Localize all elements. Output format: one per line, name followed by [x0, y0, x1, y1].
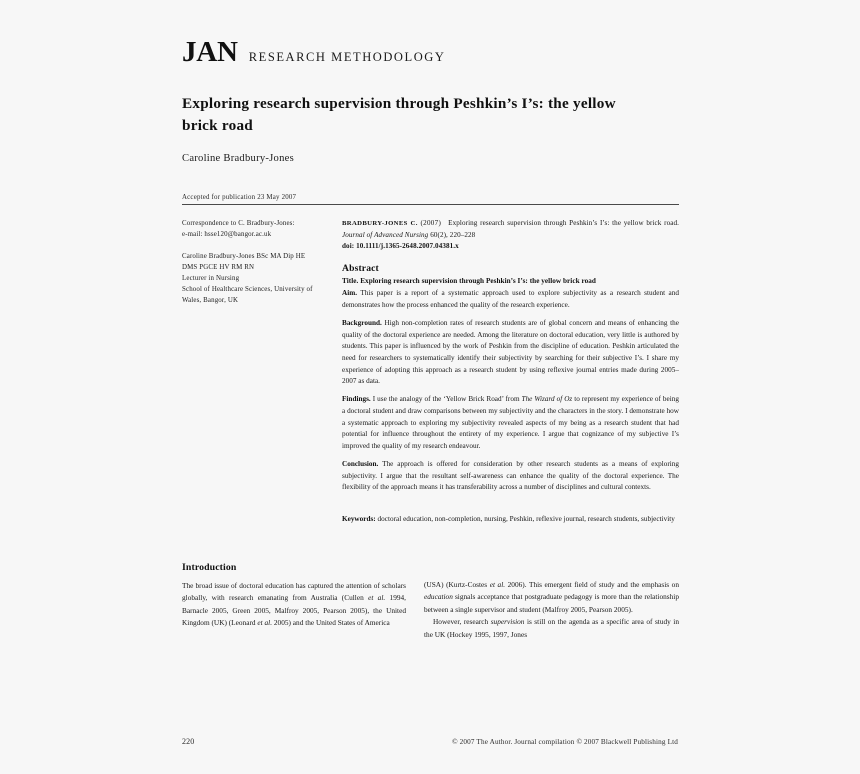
abstract-heading: Abstract — [342, 263, 379, 275]
correspondence-block — [182, 218, 334, 240]
abstract-findings-text-b: to represent my experience of being a doctoral student and draw comparisons between my subjectivity and the characters in the story. I demonstrate how a systematic approach to exploring my subjectivity revealed aspects of my being as a research student that had potential for influence throughout the entirety of my experience. I argue that cognizance of my subjective I’s improved the quality of my research endeavour. — [342, 395, 679, 451]
two-column-body — [182, 218, 679, 526]
abstract-conclusion-label: Conclusion. — [342, 459, 379, 468]
author-details-block — [182, 251, 334, 307]
citation-authors: BRADBURY-JONES C. — [342, 220, 418, 228]
introduction-heading: Introduction — [182, 561, 237, 573]
intro-right-etal-1: et al. — [489, 579, 506, 589]
abstract-section-conclusion — [342, 459, 679, 494]
introduction-section — [182, 562, 679, 642]
correspondence-line-1: Correspondence to C. Bradbury-Jones: — [182, 220, 295, 228]
intro-left-etal-1: et al. — [368, 593, 386, 603]
abstract-aim-text: This paper is a report of a systematic approach used to explore subjectivity as a research student and demonstrates how the process enhanced the quality of the research experience. — [342, 289, 679, 310]
abstract-findings-text-a: I use the analogy of the ‘Yellow Brick Road’ from — [372, 395, 522, 404]
article-byline: Caroline Bradbury-Jones — [182, 153, 294, 165]
page-number: 220 — [182, 737, 195, 746]
author-affiliation-line-2: Wales, Bangor, UK — [182, 297, 239, 305]
abstract-findings-label: Findings. — [342, 395, 371, 404]
abstract-section-findings — [342, 394, 679, 453]
intro-left-text-2: 1994, Barnacle 2005, Green 2005, Malfroy 2005, Pearson 2005), the United Kingdom (UK) (Leonard — [182, 593, 407, 628]
introduction-left-column — [182, 562, 424, 642]
intro-right2-text-2: is still on the agenda as a specific area of study in the UK (Hockey 1995, 1997, Jones — [424, 617, 679, 639]
citation-block — [342, 218, 679, 252]
abstract-aim-label: Aim. — [342, 289, 358, 298]
page-content — [182, 38, 679, 642]
author-affiliation-line-1: School of Healthcare Sciences, University of — [182, 286, 313, 294]
intro-right2-supervision-emphasis: supervision — [490, 617, 525, 627]
abstract-background-label: Background. — [342, 318, 382, 327]
author-position: Lecturer in Nursing — [182, 274, 240, 282]
introduction-right-column — [424, 562, 679, 642]
abstract-section-background — [342, 318, 679, 388]
abstract-findings-book-title: The Wizard of Oz — [521, 395, 573, 404]
abstract-background-text: High non-completion rates of research students are of global concern and means of enhancing the quality of the doctoral experience are needed. Among the literature on doctoral education, very little is authored by students. This paper is influenced by the work of Peshkin from the discipline of education. Peshkin articulated the need for researchers to systematically identify their subjectivity by searching for their subjective I’s. I share my experience of adopting this approach as a research student by using reflexive journal entries made during 2005–2007 as data. — [342, 318, 679, 386]
introduction-paragraph-right-1 — [424, 579, 679, 617]
correspondence-email: e-mail: hsse120@bangor.ac.uk — [182, 231, 272, 239]
page-footer — [182, 737, 678, 746]
intro-left-text-1: The broad issue of doctoral education has captured the attention of scholars globally, with research emanating from Australia (Cullen — [182, 580, 406, 603]
abstract-title-label: Title. — [342, 277, 359, 286]
header-divider — [182, 204, 679, 205]
abstract-title-text: Exploring research supervision through Peshkin’s I’s: the yellow brick road — [360, 277, 596, 286]
citation-volume-pages: 60(2), 220–228 — [430, 230, 476, 239]
intro-right-text-1: (USA) (Kurtz-Costes — [424, 579, 490, 589]
left-metadata-column — [182, 218, 342, 526]
accepted-date: Accepted for publication 23 May 2007 — [182, 194, 297, 202]
intro-left-text-3: 2005) and the United States of America — [272, 618, 390, 628]
intro-left-etal-2: et al. — [257, 618, 273, 628]
journal-logo: JAN — [182, 36, 238, 68]
intro-right2-text-1: However, research — [433, 617, 491, 627]
intro-right-education-emphasis: education — [424, 592, 453, 602]
column-top-spacer — [424, 562, 679, 579]
introduction-paragraph-left — [182, 580, 406, 630]
keywords-list: doctoral education, non-completion, nursing, Peshkin, reflexive journal, research students, subjectivity — [377, 515, 675, 524]
abstract-section-aim — [342, 288, 679, 311]
copyright-notice: © 2007 The Author. Journal compilation © 2007 Blackwell Publishing Ltd — [452, 738, 678, 746]
citation-year: (2007) — [420, 219, 442, 228]
article-title: Exploring research supervision through Peshkin’s I’s: the yellow brick road — [182, 95, 616, 134]
masthead — [182, 38, 679, 67]
intro-right-text-3: signals acceptance that postgraduate pedagogy is more than the relationship between a single supervisor and student (Malfroy 2005, Pearson 2005). — [424, 592, 679, 614]
intro-right-text-2: 2006). This emergent field of study and the emphasis on — [505, 579, 679, 589]
right-abstract-column — [342, 218, 679, 526]
citation-doi: doi: 10.1111/j.1365-2648.2007.04381.x — [342, 241, 459, 250]
citation-title: Exploring research supervision through Peshkin’s I’s: the yellow brick road. — [448, 219, 679, 228]
keywords-label: Keywords: — [342, 515, 376, 524]
citation-journal: Journal of Advanced Nursing — [342, 230, 429, 239]
abstract-conclusion-text: The approach is offered for consideration by other research students as a means of exploring subjectivity. I argue that the resultant self-awareness can enhance the quality of the doctoral experience. The flexibility of the approach means it has transferability across a number of disciplines and cultural contexts. — [342, 459, 679, 492]
author-credentials-line-2: DMS PGCE HV RM RN — [182, 263, 255, 271]
masthead-section-kicker: RESEARCH METHODOLOGY — [248, 50, 446, 64]
keywords-block — [342, 514, 679, 526]
introduction-paragraph-right-2 — [424, 616, 679, 641]
author-credentials-line-1: Caroline Bradbury-Jones BSc MA Dip HE — [182, 252, 306, 260]
abstract-title-line — [342, 276, 679, 287]
